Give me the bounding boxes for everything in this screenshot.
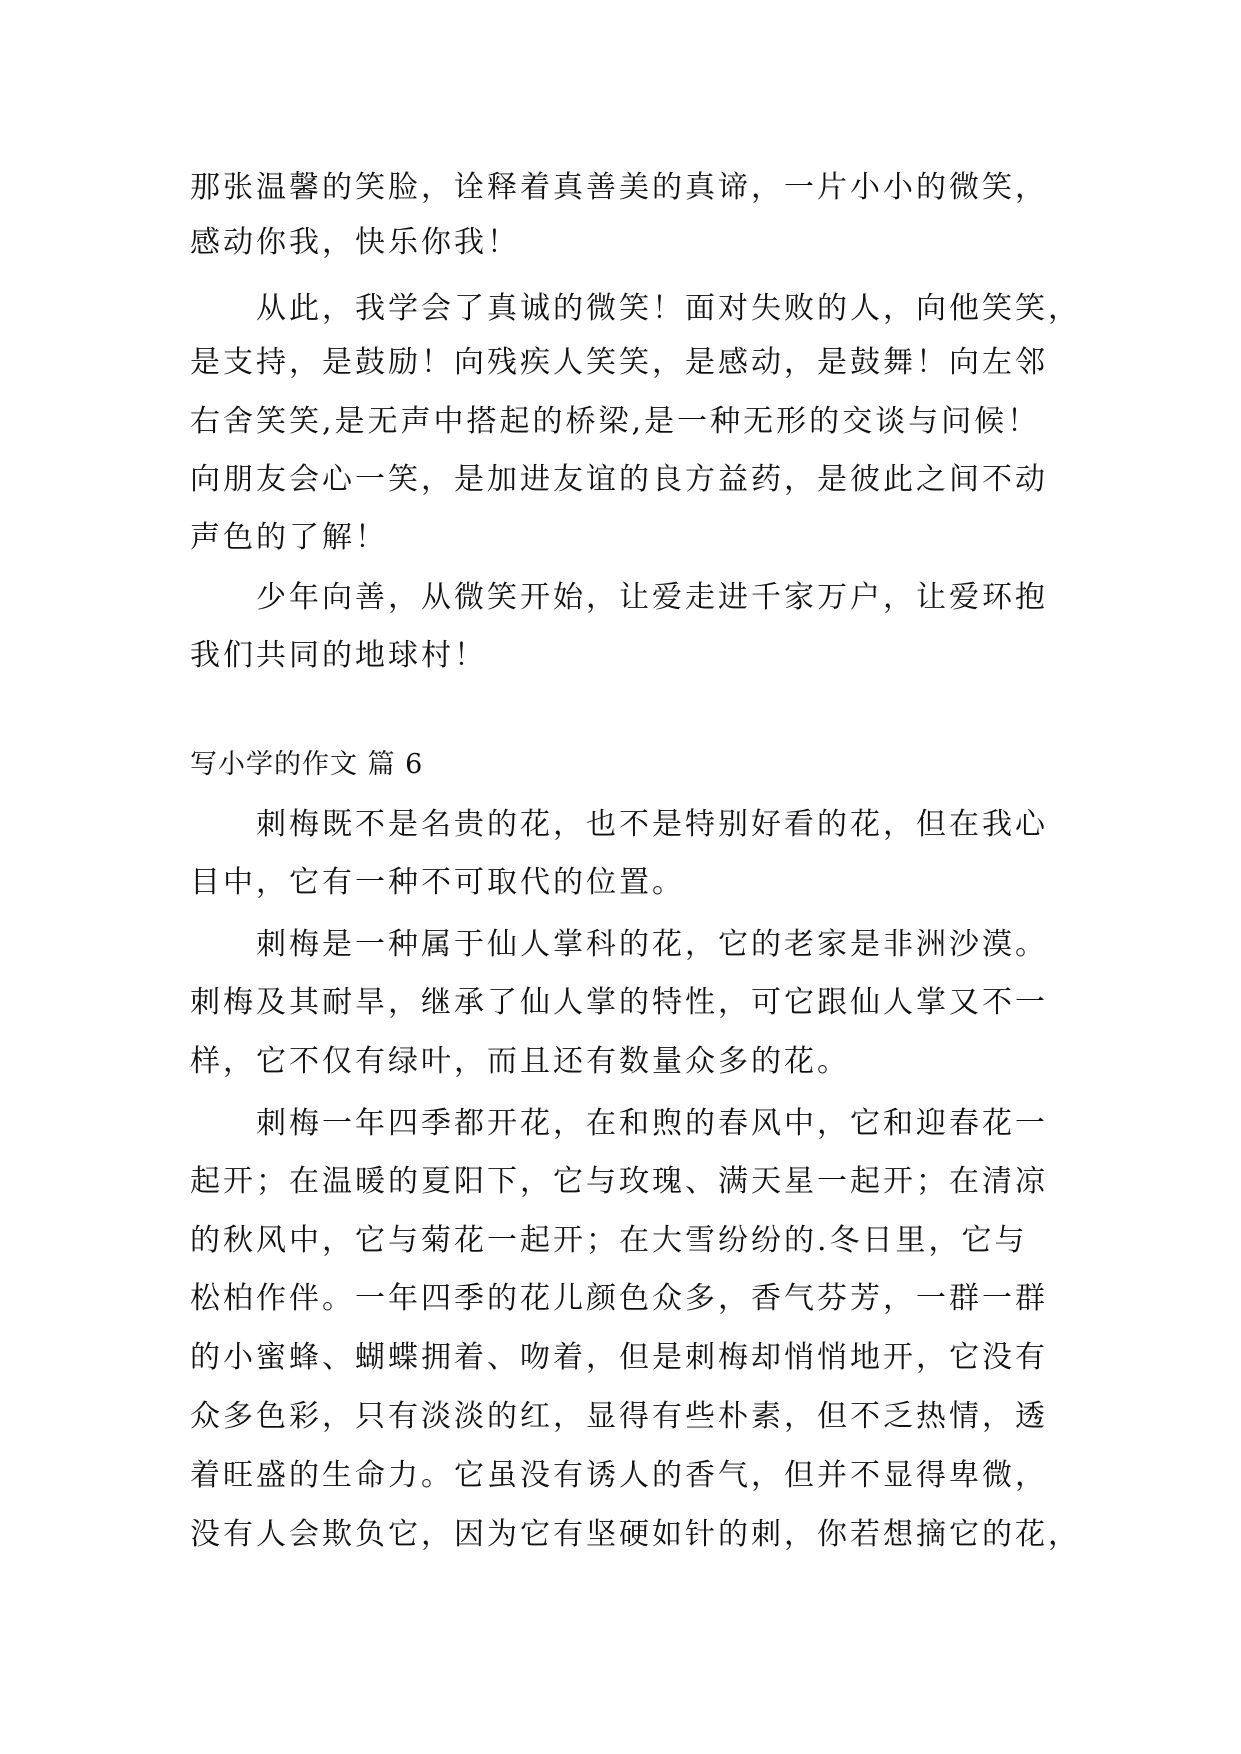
text-line: 刺梅及其耐旱，继承了仙人掌的特性，可它跟仙人掌又不一	[190, 985, 1048, 1020]
text-line: 那张温馨的笑脸，诠释着真善美的真谛，一片小小的微笑，	[190, 170, 1048, 205]
text-line: 众多色彩，只有淡淡的红，显得有些朴素，但不乏热情，透	[190, 1399, 1048, 1434]
text-line: 我们共同的地球村！	[190, 638, 487, 673]
text-line: 向朋友会心一笑，是加进友谊的良方益药，是彼此之间不动	[190, 462, 1048, 497]
paragraph-start-line: 从此，我学会了真诚的微笑！面对失败的人，向他笑笑，	[190, 291, 1081, 326]
paragraph-start-line: 刺梅一年四季都开花，在和煦的春风中，它和迎春花一	[190, 1106, 1048, 1141]
paragraph-start-line: 刺梅既不是名贵的花，也不是特别好看的花，但在我心	[190, 807, 1048, 842]
text-line: 感动你我，快乐你我！	[190, 225, 520, 260]
text-line: 松柏作伴。一年四季的花儿颜色众多，香气芬芳，一群一群	[190, 1281, 1048, 1316]
text-line: 的小蜜蜂、蝴蝶拥着、吻着，但是刺梅却悄悄地开，它没有	[190, 1340, 1048, 1375]
text-line: 着旺盛的生命力。它虽没有诱人的香气，但并不显得卑微，	[190, 1458, 1048, 1493]
paragraph-start-line: 刺梅是一种属于仙人掌科的花，它的老家是非洲沙漠。	[190, 927, 1048, 962]
text-line: 是支持，是鼓励！向残疾人笑笑，是感动，是鼓舞！向左邻	[190, 345, 1048, 380]
section-heading: 写小学的作文 篇 6	[190, 749, 424, 780]
paragraph-start-line: 少年向善，从微笑开始，让爱走进千家万户，让爱环抱	[190, 580, 1048, 615]
text-line: 右舍笑笑,是无声中搭起的桥梁,是一种无形的交谈与问候！	[190, 404, 1041, 439]
text-line: 没有人会欺负它，因为它有坚硬如针的刺，你若想摘它的花，	[190, 1517, 1081, 1552]
text-line: 起开；在温暖的夏阳下，它与玫瑰、满天星一起开；在清凉	[190, 1164, 1048, 1199]
text-line: 样，它不仅有绿叶，而且还有数量众多的花。	[190, 1044, 850, 1079]
text-line: 的秋风中，它与菊花一起开；在大雪纷纷的.冬日里，它与	[190, 1223, 1028, 1258]
text-line: 声色的了解！	[190, 520, 388, 555]
text-line: 目中，它有一种不可取代的位置。	[190, 865, 685, 900]
